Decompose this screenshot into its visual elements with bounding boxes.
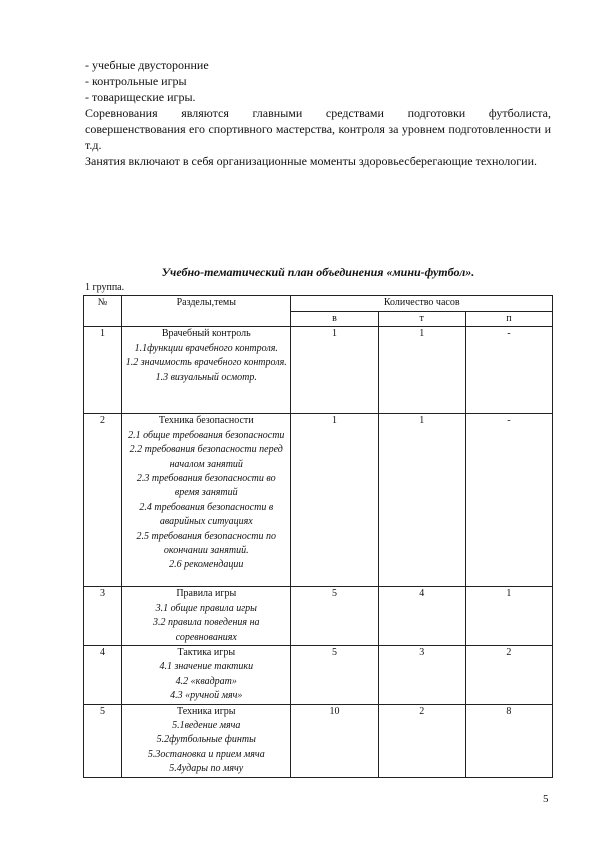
table-row xyxy=(84,414,553,587)
hours-v: 1 xyxy=(291,327,378,414)
plan-title: Учебно-тематический план объединения «мини-футбол». xyxy=(161,265,475,279)
subtopic: 1.1функции врачебного контроля. xyxy=(134,342,278,354)
hours-t: 4 xyxy=(378,587,465,646)
subtopic: 4.2 «квадрат» xyxy=(175,675,237,687)
header-col-p: п xyxy=(465,312,552,327)
row-num: 1 xyxy=(84,327,122,414)
hours-v: 10 xyxy=(291,704,378,777)
hours-t: 1 xyxy=(378,414,465,587)
row-topic xyxy=(122,327,291,414)
section-title: Техника игры xyxy=(176,705,236,717)
table-row xyxy=(84,327,553,414)
subtopic: 2.2 требования безопасности перед началом занятий xyxy=(129,444,283,470)
table-row xyxy=(84,704,553,777)
table-header-row xyxy=(84,296,553,312)
subtopic: 5.1ведение мяча xyxy=(172,720,241,732)
row-num: 5 xyxy=(84,704,122,777)
hours-p: - xyxy=(465,327,552,414)
curriculum-table xyxy=(83,295,553,778)
subtopic: 2.4 требования безопасности в аварийных ситуациях xyxy=(139,501,274,528)
subtopic: 2.1 общие требования безопасности xyxy=(128,429,285,441)
row-num: 4 xyxy=(84,646,122,705)
subtopic: 5.2футбольные финты xyxy=(156,734,256,746)
header-col-v: в xyxy=(291,312,378,327)
header-col-t: т xyxy=(378,312,465,327)
paragraph-classes: Занятия включают в себя организационные моменты здоровьесберегающие технологии. xyxy=(85,154,538,168)
list-item: - учебные двусторонние xyxy=(85,58,209,72)
hours-p: - xyxy=(465,414,552,587)
table-row xyxy=(84,646,553,705)
paragraph-competitions: Соревнования являются главными средствами подготовки футболиста, совершенствования его спортивного мастерства, контроля за уровнем подготовленности и т.д. xyxy=(85,106,551,152)
page-number: 5 xyxy=(543,793,549,805)
hours-p: 2 xyxy=(465,646,552,705)
hours-t: 3 xyxy=(378,646,465,705)
subtopic: 5.4удары по мячу xyxy=(169,763,244,775)
subtopic: 1.3 визуальный осмотр. xyxy=(155,371,257,383)
section-title: Тактика игры xyxy=(177,647,236,659)
hours-v: 5 xyxy=(291,646,378,705)
subtopic: 2.3 требования безопасности во время занятий xyxy=(136,473,276,499)
subtopic: 4.1 значение тактики xyxy=(159,661,254,673)
row-topic xyxy=(122,414,291,587)
row-num: 3 xyxy=(84,587,122,646)
intro-text xyxy=(85,57,551,169)
hours-t: 1 xyxy=(378,327,465,414)
header-hours: Количество часов xyxy=(291,296,553,312)
table-row xyxy=(84,587,553,646)
section-title: Правила игры xyxy=(176,588,237,600)
list-item: - товарищеские игры. xyxy=(85,90,196,104)
subtopic: 4.3 «ручной мяч» xyxy=(170,690,243,702)
row-topic xyxy=(122,587,291,646)
hours-p: 1 xyxy=(465,587,552,646)
hours-t: 2 xyxy=(378,704,465,777)
subtopic: 1.2 значимость врачебного контроля. xyxy=(125,357,287,369)
header-topic: Разделы,темы xyxy=(122,296,291,327)
row-topic xyxy=(122,704,291,777)
group-label: 1 группа. xyxy=(85,282,125,293)
row-topic xyxy=(122,646,291,705)
section-title: Врачебный контроль xyxy=(161,328,251,340)
hours-v: 5 xyxy=(291,587,378,646)
subtopic: 2.5 требования безопасности по окончании занятий. xyxy=(136,530,276,557)
row-num: 2 xyxy=(84,414,122,587)
subtopic: 3.1 общие правила игры xyxy=(155,602,257,614)
hours-p: 8 xyxy=(465,704,552,777)
section-title: Техника безопасности xyxy=(158,415,254,427)
subtopic: 2.6 рекомендации xyxy=(169,559,244,571)
hours-v: 1 xyxy=(291,414,378,587)
subtopic: 3.2 правила поведения на соревнованиях xyxy=(152,617,260,643)
subtopic: 5.3остановка и прием мяча xyxy=(147,748,265,760)
list-item: - контрольные игры xyxy=(85,74,187,88)
header-num: № xyxy=(84,296,122,327)
